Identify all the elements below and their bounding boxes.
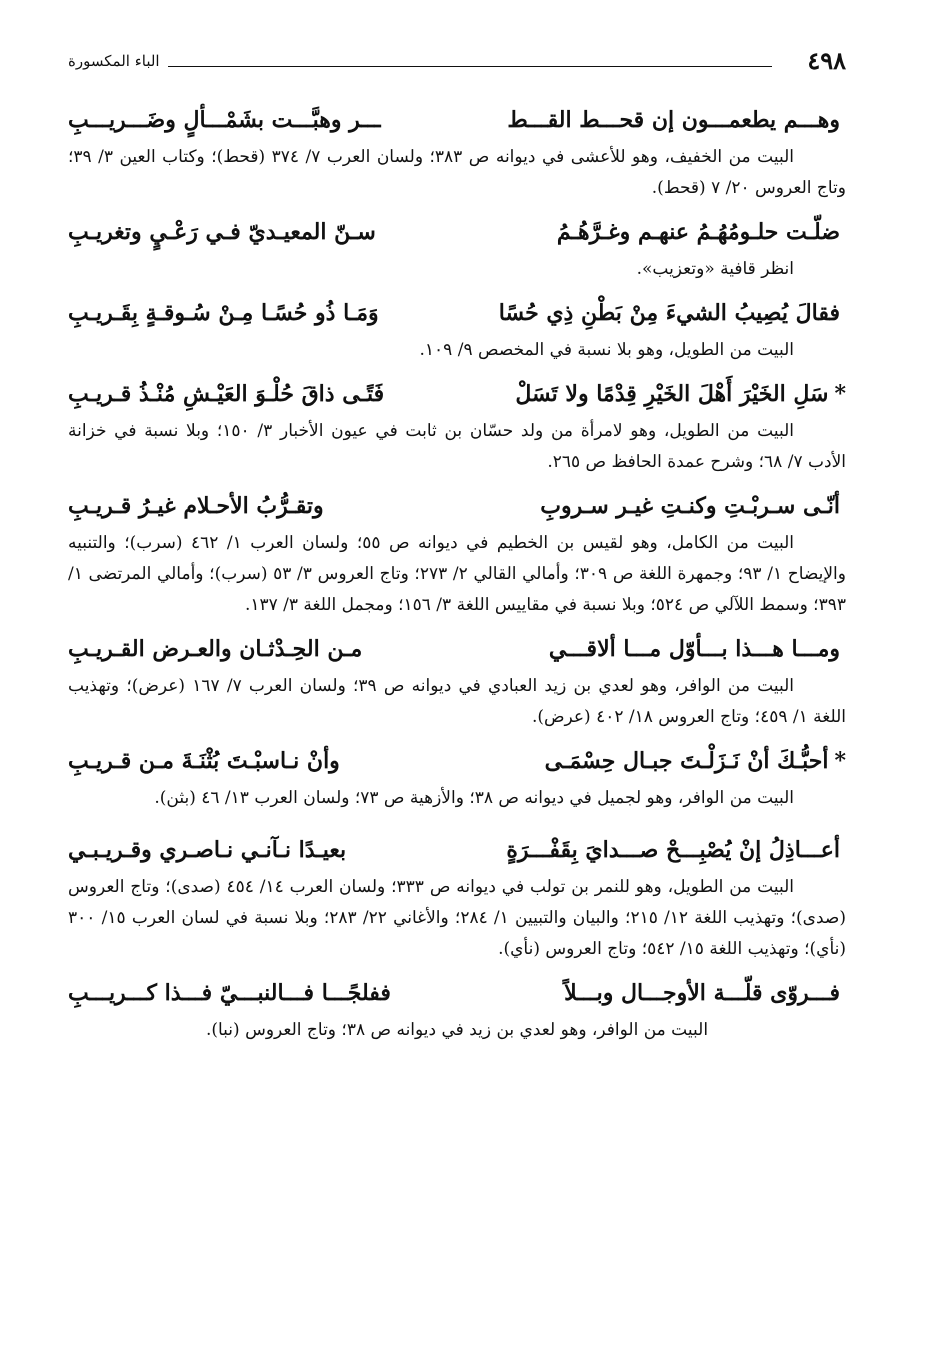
page-header <box>68 40 846 76</box>
poem-entry <box>68 484 846 621</box>
verse-source-note: انظر قافية «وتعزيب». <box>636 259 794 279</box>
verse-source-note: البيت من الطويل، وهو للنمر بن تولب في ديوانه ص ٣٣٣؛ ولسان العرب ١٤/ ٤٥٤ (صدى)؛ وتاج العروس (صدى)؛ وتهذيب اللغة ١٢/ ٢١٥؛ والبيان والتبيين ١/ ٢٨٤؛ والأغاني ٢٢/ ٢٨٣؛ وبلا نسبة في لسان العرب ١٥/ ٣٠٠ (نأي)؛ وتهذيب اللغة ١٥/ ٥٤٢؛ وتاج العروس (نأي). <box>68 877 846 959</box>
verse-second-hemistich: سـنّ المعيـديّ فـي رَعْـيٍ وتغريـبِ <box>68 219 376 245</box>
verse-line <box>68 971 846 1015</box>
verse-first-hemistich: فـــروّى قلّـــة الأوجـــال وبـــلاً <box>564 980 840 1006</box>
star-marker: * <box>834 748 846 774</box>
poem-entry <box>68 291 846 366</box>
star-marker: * <box>834 381 846 407</box>
verse-first-hemistich: *سَلِ الخَيْرَ أَهْلَ الخَيْرِ قِدْمًا ولا تَسَلْ <box>515 381 846 407</box>
verse-second-hemistich: مـن الحِـدْثـان والعـرض القـريـبِ <box>68 636 363 662</box>
verse-first-hemistich: *أحبُّـكَ أنْ نَـزَلْـتَ جبـال حِسْمَـى <box>544 748 846 774</box>
spacer <box>68 820 846 828</box>
poem-entry <box>68 210 846 285</box>
verse-line <box>68 828 846 872</box>
verse-source-note: البيت من الوافر، وهو لعدي بن زيد العبادي في ديوانه ص ٣٩؛ ولسان العرب ٧/ ١٦٧ (عرض)؛ وتهذيب اللغة ١/ ٤٥٩؛ وتاج العروس ١٨/ ٤٠٢ (عرض). <box>68 676 846 727</box>
verse-second-hemistich: ـــر وهبَّـــت بشَمْـــألٍ وضَـــريـــبِ <box>68 107 381 133</box>
verse-line <box>68 291 846 335</box>
verse-second-hemistich: ففلجًـــا فـــالنبـــيّ فـــذا كـــريـــبِ <box>68 980 391 1006</box>
verse-line <box>68 739 846 783</box>
verse-second-hemistich: بعيـدًا نـآنـي نـاصـري وقـريـبـي <box>68 837 347 863</box>
verse-line <box>68 98 846 142</box>
verse-first-hemistich: ومـــا هـــذا بـــأوّل مـــا ألاقـــي <box>548 636 840 662</box>
verse-first-hemistich: وهـــم يطعمـــون إن قحـــط القـــط <box>507 107 840 133</box>
verse-second-hemistich: وأنْ نـاسبْـتَ بُثْنَـةَ مـن قـريـبِ <box>68 748 340 774</box>
header-rule <box>168 66 772 67</box>
verse-source-note: البيت من الطويل، وهو لامرأة من ولد حسّان بن ثابت في عيون الأخبار ٣/ ١٥٠؛ وبلا نسبة في خزانة الأدب ٧/ ٦٨؛ وشرح عمدة الحافظ ص ٢٦٥. <box>68 421 846 472</box>
verse-first-hemistich: ضلّـت حلـومُهُـمُ عنهـم وغـرَّهُـمُ <box>556 219 840 245</box>
book-page <box>68 40 846 1340</box>
poem-entry <box>68 98 846 204</box>
verse-line <box>68 372 846 416</box>
page-content <box>68 98 846 1046</box>
verse-source-note: البيت من الطويل، وهو بلا نسبة في المخصص ٩/ ١٠٩. <box>419 340 794 360</box>
verse-second-hemistich: وَمَـا ذُو حُسًـا مِـنْ سُـوقـةٍ بِقَـريـبِ <box>68 300 379 326</box>
verse-line <box>68 210 846 254</box>
poem-entry <box>68 372 846 478</box>
verse-first-hemistich: أعـــاذِلُ إنْ يُصْبِـــحْ صـــدايَ بِقَفْـــرَةٍ <box>506 837 840 863</box>
verse-line <box>68 484 846 528</box>
verse-first-hemistich: فقالَ يُصِيبُ الشيءَ مِنْ بَطْنِ ذِي حُسًا <box>498 300 840 326</box>
verse-source-note: البيت من الكامل، وهو لقيس بن الخطيم في ديوانه ص ٥٥؛ ولسان العرب ١/ ٤٦٢ (سرب)؛ والتنبيه والإيضاح ١/ ٩٣؛ وجمهرة اللغة ص ٣٠٩؛ وأمالي القالي ٢/ ٢٧٣؛ وتاج العروس ٣/ ٥٣ (سرب)؛ وأمالي المرتضى ١/ ٣٩٣؛ وسمط اللآلي ص ٥٢٤؛ وبلا نسبة في مقاييس اللغة ٣/ ١٥٦؛ ومجمل اللغة ٣/ ١٣٧. <box>68 533 846 615</box>
verse-source-note: البيت من الخفيف، وهو للأعشى في ديوانه ص ٣٨٣؛ ولسان العرب ٧/ ٣٧٤ (قحط)؛ وكتاب العين ٣/ ٣٩؛ وتاج العروس ٢٠/ ٧ (قحط). <box>68 147 846 198</box>
verse-source-note: البيت من الوافر، وهو لجميل في ديوانه ص ٣٨؛ والأزهية ص ٧٣؛ ولسان العرب ١٣/ ٤٦ (بثن). <box>154 788 794 808</box>
poem-entry <box>68 627 846 733</box>
poem-entry <box>68 739 846 814</box>
verse-second-hemistich: وتقـرُّبُ الأحـلام غيـرُ قـريـبِ <box>68 493 324 519</box>
poem-entry <box>68 828 846 965</box>
page-number: ٤٩٨ <box>807 46 846 75</box>
verse-line <box>68 627 846 671</box>
verse-first-hemistich: أنّـى سـربْـتِ وكنـتِ غيـر سـروبِ <box>540 493 840 519</box>
poem-entry <box>68 971 846 1046</box>
verse-second-hemistich: فَتًـى ذاقَ حُلْـوَ العَيْـشِ مُنْـذُ قـريـبِ <box>68 381 385 407</box>
running-title: الباء المكسورة <box>68 52 160 70</box>
verse-source-note: البيت من الوافر، وهو لعدي بن زيد في ديوانه ص ٣٨؛ وتاج العروس (نبا). <box>205 1020 709 1040</box>
